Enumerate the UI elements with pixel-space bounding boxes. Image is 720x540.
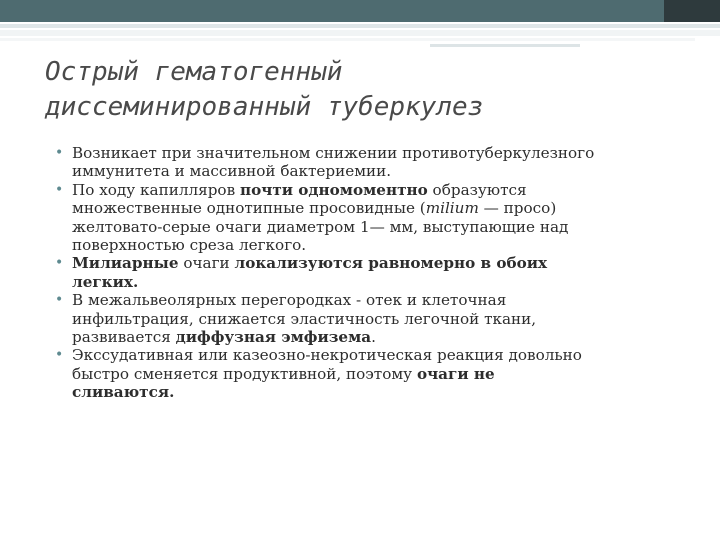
slide-title — [45, 55, 685, 125]
slide-title-line: диссеминированный туберкулез — [45, 92, 484, 122]
emphasis-text: Милиарные — [72, 254, 179, 273]
title-accent-line — [430, 44, 580, 47]
text-run: быстро сменяется продуктивной, поэтому — [72, 364, 417, 383]
text-run: Возникает при значительном снижении противотуберкулезного — [72, 144, 595, 162]
bullet-item — [55, 254, 695, 291]
bullet-line — [72, 218, 695, 236]
emphasis-text: почти одномоментно — [239, 180, 428, 199]
bullet-line — [72, 310, 695, 328]
bullet-marker: • — [55, 347, 64, 364]
bullet-item — [55, 181, 695, 255]
header-stripe — [0, 24, 720, 28]
bullet-line — [72, 181, 695, 199]
bullet-marker: • — [55, 255, 64, 272]
bullet-line — [72, 328, 695, 346]
bullet-line — [72, 254, 695, 272]
bullet-line — [72, 236, 695, 254]
header-stripe — [0, 38, 695, 41]
bullet-line — [72, 199, 695, 217]
bullet-marker: • — [55, 181, 64, 198]
emphasis-text: очаги не — [416, 364, 495, 383]
emphasis-text: диффузная эмфизема — [175, 328, 372, 347]
text-run: . — [371, 328, 376, 347]
bullet-marker: • — [55, 145, 64, 161]
text-run: иммунитета и массивной бактериемии. — [72, 162, 392, 181]
bullet-line — [72, 365, 695, 383]
bullet-line — [72, 291, 695, 309]
bullet-marker: • — [55, 292, 64, 309]
emphasis-text: легких. — [72, 272, 139, 291]
bullet-item — [55, 144, 695, 181]
text-run: очаги — [178, 254, 235, 273]
emphasis-text: сливаются. — [72, 383, 175, 402]
bullet-line — [72, 273, 695, 291]
text-run: образуются — [427, 180, 527, 199]
bullet-line — [72, 383, 695, 401]
text-run: множественные однотипные просовидные ( — [72, 199, 426, 218]
header-bar-corner — [664, 0, 720, 22]
text-run: — просо) — [478, 199, 557, 218]
bullet-line — [72, 162, 695, 180]
bullet-line — [72, 144, 695, 162]
slide-title-line: Острый гематогенный — [45, 57, 343, 87]
bullet-list — [55, 144, 695, 402]
bullet-item — [55, 291, 695, 346]
emphasis-text: локализуются равномерно в обоих — [234, 254, 548, 273]
text-run: Экссудативная или казеозно-некротическая реакция довольно — [72, 346, 582, 365]
header-stripe — [0, 30, 720, 36]
italic-text: milium — [425, 199, 479, 218]
bullet-line — [72, 346, 695, 364]
text-run: поверхностью среза легкого. — [72, 236, 307, 255]
text-run: инфильтрация, снижается эластичность легочной ткани, — [72, 309, 537, 328]
bullet-item — [55, 346, 695, 401]
text-run: развивается — [72, 328, 176, 347]
text-run: В межальвеолярных перегородках - отек и клеточная — [72, 291, 507, 310]
text-run: желтовато-серые очаги диаметром 1— мм, выступающие над — [72, 217, 569, 236]
text-run: По ходу капилляров — [72, 180, 240, 199]
header-bar — [0, 0, 720, 22]
